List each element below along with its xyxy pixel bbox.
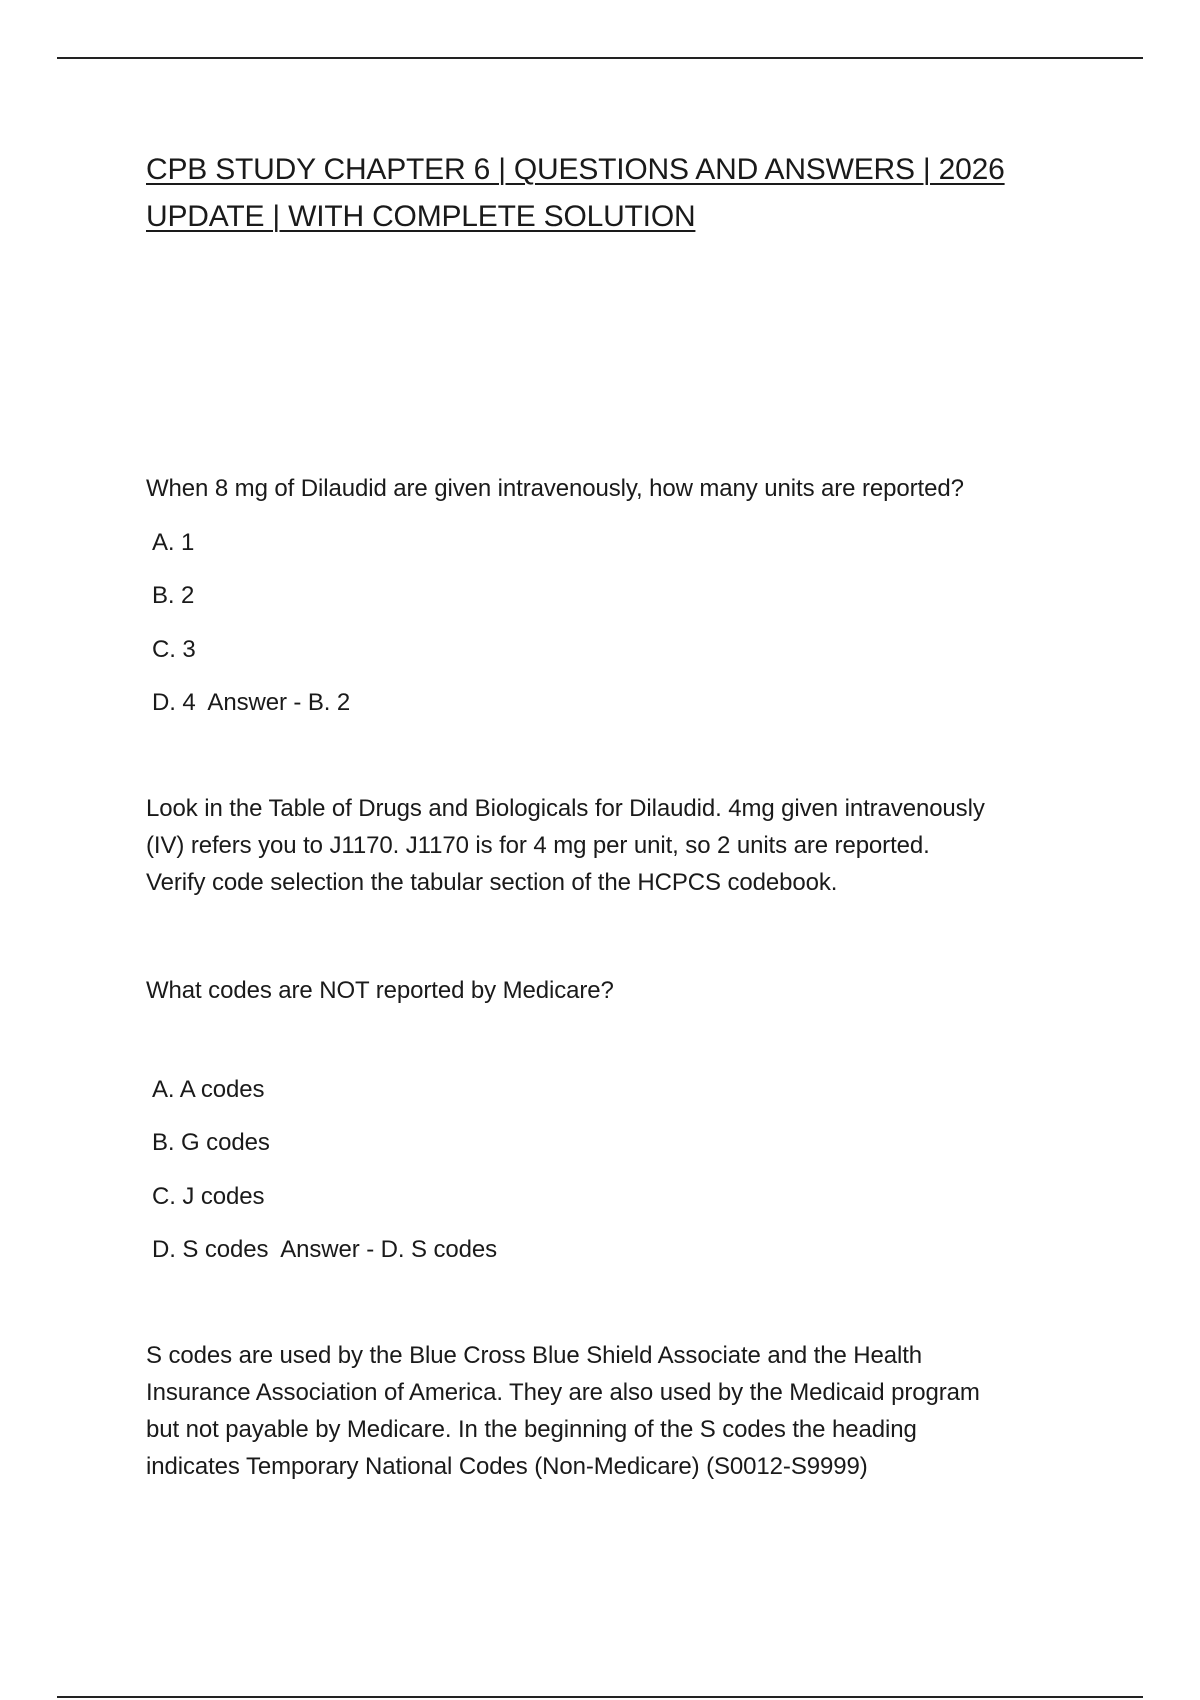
title-line-1: CPB STUDY CHAPTER 6 | QUESTIONS AND ANSWERS | 2026 [146,153,1005,186]
document-title [146,146,1046,240]
question-2-text: What codes are NOT reported by Medicare? [146,977,614,1004]
question-2-option-a: A. A codes [152,1076,265,1103]
explanation-line: (IV) refers you to J1170. J1170 is for 4 mg per unit, so 2 units are reported. [146,832,930,859]
question-2-explanation [146,1337,980,1485]
question-2-option-d-answer: D. S codes Answer - D. S codes [152,1236,498,1263]
question-1-option-c: C. 3 [152,636,196,663]
question-1-option-d-answer: D. 4 Answer - B. 2 [152,689,351,716]
bottom-rule [57,1696,1143,1698]
explanation-line: Verify code selection the tabular section of the HCPCS codebook. [146,869,838,896]
question-2-option-b: B. G codes [152,1129,270,1156]
explanation-line: Insurance Association of America. They are also used by the Medicaid program [146,1379,980,1406]
question-1-explanation [146,790,985,901]
title-line-2: UPDATE | WITH COMPLETE SOLUTION [146,200,696,233]
question-1-option-b: B. 2 [152,582,195,609]
question-2-option-c: C. J codes [152,1183,265,1210]
top-rule [57,57,1143,59]
question-1-text: When 8 mg of Dilaudid are given intravenously, how many units are reported? [146,475,964,502]
explanation-line: Look in the Table of Drugs and Biologicals for Dilaudid. 4mg given intravenously [146,795,985,822]
explanation-line: S codes are used by the Blue Cross Blue Shield Associate and the Health [146,1342,923,1369]
explanation-line: but not payable by Medicare. In the beginning of the S codes the heading [146,1416,917,1443]
explanation-line: indicates Temporary National Codes (Non-Medicare) (S0012-S9999) [146,1453,868,1480]
question-1-option-a: A. 1 [152,529,195,556]
